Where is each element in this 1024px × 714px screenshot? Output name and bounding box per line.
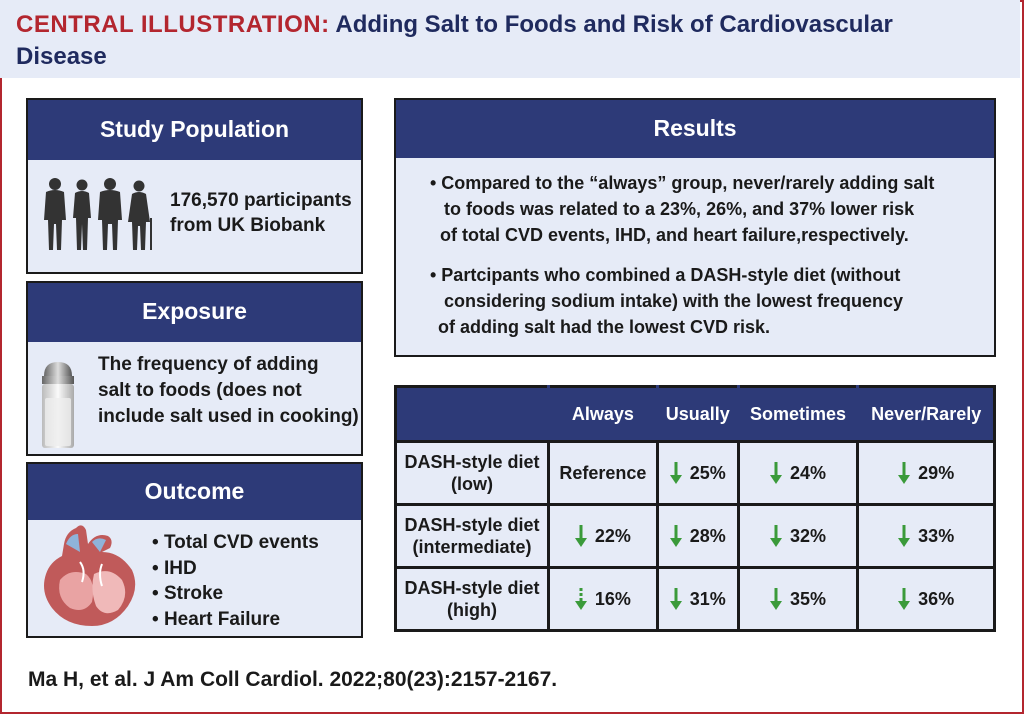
dashed-down-arrow-icon [575,587,587,611]
row-label-intermediate [396,505,549,568]
cell-intermediate-sometimes [738,505,858,568]
results-bullet-1 [430,170,980,248]
results-bullet-2 [430,262,980,340]
title-line-1: Adding Salt to Foods and Risk of Cardiovascular [335,11,893,38]
down-arrow-icon [898,461,910,485]
cell-intermediate-usually [657,505,738,568]
row-label-line-2: (high) [447,600,497,620]
row-label-line-2: (low) [451,474,493,494]
row-label-line-1: DASH-style diet [404,515,540,535]
study-population-panel [26,98,363,274]
cell-value: 36% [918,588,955,609]
risk-table [394,385,996,632]
page-title [16,10,893,40]
outcome-item-total-cvd: • Total CVD events [152,532,319,553]
row-label-low [396,442,549,505]
cell-high-usually [657,568,738,631]
participants-text [170,188,352,238]
cell-value: 35% [790,588,827,609]
cell-high-never-rarely [858,568,995,631]
table-row-low [396,442,995,505]
result-2-line-3: of adding salt had the lowest CVD risk. [438,317,771,337]
col-header-always: Always [549,387,658,442]
col-header-never-rarely: Never/Rarely [858,387,995,442]
result-1-line-3: of total CVD events, IHD, and heart failure,respectively. [440,225,909,245]
title-line-2: Disease [16,43,107,70]
cell-intermediate-never-rarely [858,505,995,568]
cell-value: 22% [594,525,631,546]
col-header-sometimes: Sometimes [738,387,858,442]
people-silhouettes-icon [42,176,162,252]
study-population-title: Study Population [28,100,361,160]
down-arrow-icon [575,524,587,548]
central-illustration-label: CENTRAL ILLUSTRATION: [16,11,330,38]
down-arrow-icon [670,461,682,485]
row-label-line-2: (intermediate) [412,537,532,557]
result-1-line-2: to foods was related to a 23%, 26%, and 37% lower risk [444,199,915,219]
cell-value: 28% [689,525,726,546]
row-label-line-1: DASH-style diet [404,452,540,472]
outcome-panel [26,462,363,638]
down-arrow-icon [898,587,910,611]
outcome-item-stroke: • Stroke [152,583,224,604]
cell-value: 29% [918,462,955,483]
cell-low-never-rarely [858,442,995,505]
cell-low-sometimes [738,442,858,505]
cell-value: 32% [790,525,827,546]
col-header-blank [396,387,549,442]
down-arrow-icon [770,524,782,548]
cell-intermediate-always [549,505,658,568]
outcome-list [152,530,319,632]
down-arrow-icon [770,587,782,611]
table-row-high [396,568,995,631]
down-arrow-icon [770,461,782,485]
table-header-row [396,387,995,442]
cell-value: 25% [689,462,726,483]
result-1-line-1: • Compared to the “always” group, never/rarely adding salt [430,173,935,193]
outcome-item-ihd: • IHD [152,557,197,579]
exposure-text [98,352,359,430]
exposure-panel [26,281,363,456]
down-arrow-icon [898,524,910,548]
col-header-usually: Usually [657,387,738,442]
exposure-line-2: salt to foods (does not [98,380,302,401]
results-panel [394,98,996,357]
heart-icon [36,522,144,630]
result-2-line-2: considering sodium intake) with the lowest frequency [444,291,904,311]
participants-count: 176,570 participants [170,190,352,211]
cell-value: 24% [790,462,827,483]
row-label-high [396,568,549,631]
down-arrow-icon [670,587,682,611]
cell-value: Reference [559,462,647,483]
cell-high-always [549,568,658,631]
cell-low-always [549,442,658,505]
header-banner [0,0,1020,78]
participants-source: from UK Biobank [170,215,326,236]
cell-low-usually [657,442,738,505]
table-row-intermediate [396,505,995,568]
outcome-title: Outcome [28,464,361,520]
exposure-line-1: The frequency of adding [98,354,319,375]
exposure-title: Exposure [28,283,361,342]
citation: Ma H, et al. J Am Coll Cardiol. 2022;80(23):2157-2167. [28,668,558,691]
exposure-line-3: include salt used in cooking) [98,406,359,427]
cell-value: 31% [689,588,726,609]
salt-shaker-icon [38,358,78,450]
cell-high-sometimes [738,568,858,631]
outcome-item-heart-failure: • Heart Failure [152,608,281,630]
result-2-line-1: • Partcipants who combined a DASH-style diet (without [430,265,901,285]
results-title: Results [396,100,994,158]
row-label-line-1: DASH-style diet [404,578,540,598]
cell-value: 33% [918,525,955,546]
cell-value: 16% [594,588,631,609]
down-arrow-icon [670,524,682,548]
